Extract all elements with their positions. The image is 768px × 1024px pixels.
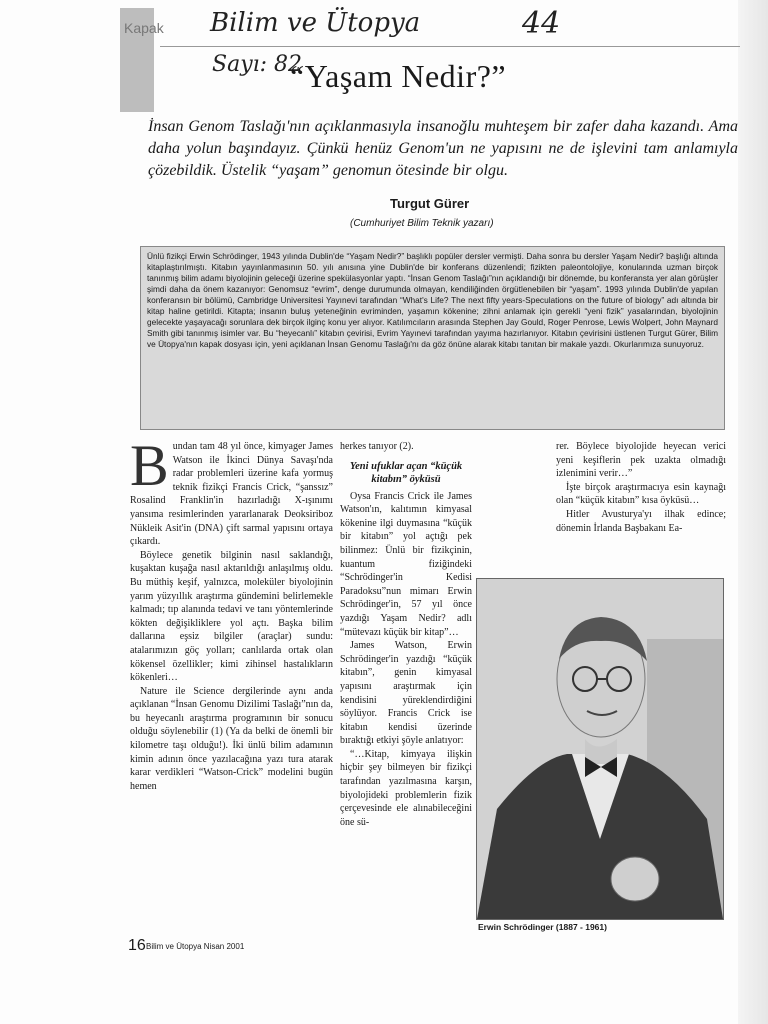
paragraph: Hitler Avusturya'yı ilhak edince; dönemin İrlanda Başbakanı Ea- bbox=[556, 508, 726, 534]
photo-caption: Erwin Schrödinger (1887 - 1961) bbox=[478, 922, 607, 932]
author-name: Turgut Gürer bbox=[390, 196, 470, 211]
paragraph: herkes tanıyor (2). bbox=[340, 441, 414, 452]
body-column-3 bbox=[556, 440, 726, 568]
paragraph: Böylece genetik bilginin nasıl saklandığı, kuşaktan kuşağa nasıl aktarıldığı anlaşılmış oldu. Bu müthiş keşif, yalnızca, moleküler biyolojinin yarım yüzyıllık araştırma gündemini belirlemekle kalmadı; tıp alanında tedavi ve tanı yöntemlerinde kökten değişikliklere yol açtı. Başka bilim dallarına eşsiz bilgiler (araçlar) sundu: atalarımızın göç yolları; canlılarda ortak olan kökensel özellikler; kimi zihinsel hastalıkların kökenleri… bbox=[130, 549, 333, 684]
paragraph: İşte birçok araştırmacıya esin kaynağı olan “küçük kitabın” kısa öyküsü… bbox=[556, 481, 726, 507]
paragraph: undan tam 48 yıl önce, kimyager James Watson ile İkinci Dünya Savaşı'nda radar problemleri üzerine kafa yormuş teknik fizikçi Francis Crick, “şanssız” Rosalind Franklin'in hazırladığı X-ışınımı yansıma resimlerinden yararlanarak Deoksiriboz Nükleik Asit'in (DNA) çift sarmal yapısını ortaya çıkardı. bbox=[130, 441, 333, 548]
handwritten-issue: Sayı: 82 bbox=[212, 52, 303, 77]
article-title: “Yaşam Nedir?” bbox=[290, 58, 507, 94]
portrait-photo bbox=[476, 578, 724, 920]
article-lead: İnsan Genom Taslağı'nın açıklanmasıyla insanoğlu muhteşem bir zafer daha kazandı. Ama daha yolun başındayız. Çünkü henüz Genom'un ne yapısını ne de işlevini tam anlamıyla çözebildik. Üstelik “yaşam” genomun ötesinde bir olgu. bbox=[148, 118, 738, 179]
subheading: Yeni ufuklar açan “küçük kitabın” öyküsü bbox=[349, 460, 463, 485]
page-number: 16 bbox=[128, 937, 146, 954]
author-role: (Cumhuriyet Bilim Teknik yazarı) bbox=[350, 218, 494, 229]
page-edge-shadow bbox=[738, 0, 768, 1024]
publication-footer: Bilim ve Ütopya Nisan 2001 bbox=[146, 942, 245, 951]
section-label: Kapak bbox=[124, 20, 164, 36]
paragraph: Oysa Francis Crick ile James Watson'ın, kalıtımın kimyasal kökenine ilgi duymasına “küçük bir kitabın” yol açtığı pek bilinmez: Ünlü bir fizikçinin, kuantum fiziğindeki “Schrödinger'in Kedisi Paradoksu”nun mimarı Erwin Schrödinger'in, 57 yıl önce yazdığı Yaşam Nedir? adlı “mütevazı küçük bir kitap”… bbox=[340, 490, 472, 638]
drop-cap: B bbox=[130, 440, 169, 498]
intro-box: Ünlü fizikçi Erwin Schrödinger, 1943 yılında Dublin'de “Yaşam Nedir?” başlıklı popüler dersler vermişti. Daha sonra bu dersler Yaşam Nedir? başlığı altında kitaplaştırılmıştı. Kitabın yayınlanmasının 50. yılı anısına yine Dublin'de bir konferans düzenlendi; fizikten paleontolojiye, konularında uzman birçok tanınmış bilim adamı biyolojinin geleceği üzerine spekülasyonlar yaptı. “İnsan Genom Taslağı”nın açıklandığı bir dönemde, bu konferansta yer alan görüşler şimdi daha da önem kazanıyor: Genomsuz “evrim”, denge durumunda olmayan, kendiliğinden örgütlenebilen bir “yaşam”. 1993 yılında Dublin'de yapılan konferansın bir bölümü, Cambridge Universitesi Yayınevi tarafından “What's Life? The next fifty years-Speculations on the future of biology” adı altında bir kitap haline getirildi. Kitapta; insanın buluş yeteneğinin evriminden, yaşamın kökenine; zihni anlamak için gerekli “yeni fizik” yasalarından, biyolojinin gelecekte yaşayacağı sorunlara dek birçok ilginç konu yer alıyor. Katılımcıların arasında Stephen Jay Gould, Roger Penrose, Lewis Wolpert, John Maynard Smith gibi tanınmış isimler var. Bu “heyecanlı” kitabın çevirisi, Evrim Yayınevi tarafından yayıma hazırlanıyor. Kitabın çevirisini üstlenen Turgut Gürer, Bilim ve Ütopya'nın kapak dosyası için, yeni açıklanan İnsan Genomu Taslağı'nı da göz önüne alarak kitabı tanıtan bir makale yazdı. Okurlarımıza sunuyoruz. bbox=[140, 246, 725, 430]
paragraph: James Watson, Erwin Schrödinger'in yazdığı “küçük kitabın”, genin kimyasal yapısını araştırmak için kendisini yüreklendirdiğini söylüyor. Francis Crick ise kitabın kendisi üzerinde bıraktığı etkiyi şöyle anlatıyor: bbox=[340, 640, 472, 747]
header-rule bbox=[160, 46, 740, 47]
body-column-2 bbox=[340, 440, 472, 940]
paragraph: “…Kitap, kimyaya ilişkin hiçbir şey bilmeyen bir fizikçi tarafından yazılmasına karşın, biyolojideki problemlerin fizik çerçevesinde ele alınabileceğini öne sü- bbox=[340, 748, 472, 828]
paragraph: rer. Böylece biyolojide heyecan verici yeni keşiflerin pek uzakta olmadığı izlenimini verir…” bbox=[556, 441, 726, 480]
handwritten-number: 44 bbox=[522, 6, 561, 41]
body-column-1 bbox=[130, 440, 333, 940]
paragraph: Nature ile Science dergilerinde aynı anda açıklanan “İnsan Genomu Dizilimi Taslağı”nın da, bu heyecanlı araştırma programının bir sonucu olduğu söylenebilir (1) (Ya da belki de önemli bir kilometre taşı olduğu!). İki ünlü bilim adamının kimin adının önce yazılacağına yazı tura atarak karar verdikleri “Watson-Crick” modelini bugün hemen bbox=[130, 685, 333, 792]
portrait-illustration bbox=[477, 579, 723, 919]
handwritten-note: Bilim ve Ütopya bbox=[210, 8, 421, 38]
